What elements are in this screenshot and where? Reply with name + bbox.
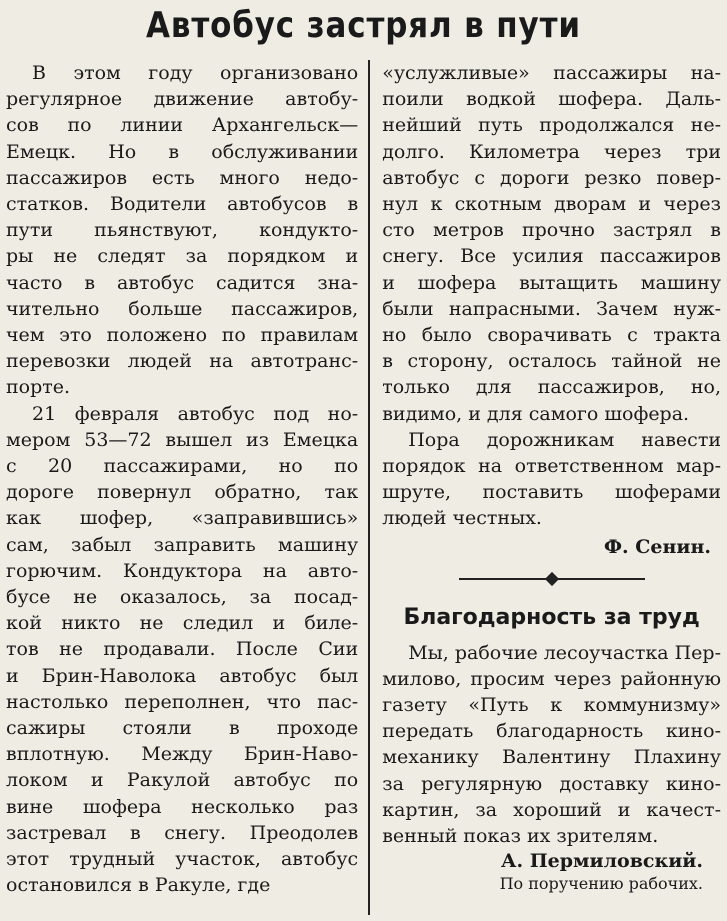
text-line: локом и Ракулой автобус по	[6, 769, 359, 792]
text-line: статков. Водители автобусов в	[6, 193, 359, 216]
text-line: горючим. Кондуктора на авто-	[6, 559, 359, 582]
text-line: чительно больше пассажиров,	[6, 297, 359, 320]
text-line: бусе не оказалось, за посад-	[6, 586, 359, 609]
text-line: кой никто не следил и биле-	[6, 612, 359, 635]
text-line: видимо, и для самого шофера.	[382, 402, 690, 425]
text-line: порте.	[6, 376, 71, 399]
text-line: снегу. Все усилия пассажиров	[382, 245, 721, 268]
second-article-caption: По поручению рабочих.	[499, 874, 703, 894]
text-line: шруте, поставить шоферами	[382, 481, 721, 504]
text-line: газету «Путь к коммунизму»	[382, 694, 721, 717]
text-line: вплотную. Между Брин-Наво-	[6, 743, 359, 766]
text-line: часто в автобус садится зна-	[6, 271, 359, 294]
article-continuation	[382, 60, 721, 532]
divider-line-left	[459, 578, 549, 580]
text-line: людей честных.	[382, 507, 542, 530]
text-line: сто метров прочно застрял в	[382, 219, 721, 242]
text-line: но было сворачивать с тракта	[382, 324, 721, 347]
text-line: пассажиров есть много недо-	[6, 166, 359, 189]
text-line: картин, за хороший и качест-	[382, 798, 721, 821]
text-line: сажиры стояли в проходе	[6, 717, 359, 740]
text-line: поили водкой шофера. Даль-	[382, 88, 721, 111]
text-line: порядок на ответственном мар-	[382, 455, 721, 478]
left-column	[6, 60, 368, 915]
text-line: автобус с дороги резко повер-	[382, 166, 721, 189]
article-signature: Ф. Сенин.	[604, 535, 711, 558]
text-line: регулярное движение автобу-	[6, 88, 359, 111]
text-line: настолько переполнен, что пас-	[6, 690, 359, 713]
text-line: нул к скотным дворам и через	[382, 193, 721, 216]
text-line: чем это положено по правилам	[6, 324, 359, 347]
text-line: этот трудный участок, автобус	[6, 848, 359, 871]
text-line: долго. Километра через три	[382, 140, 721, 163]
second-article-body	[382, 640, 721, 850]
columns	[6, 60, 721, 915]
text-line: дороге повернул обратно, так	[6, 481, 359, 504]
second-article-signature: А. Пермиловский.	[501, 850, 703, 873]
text-line: Емецк. Но в обслуживании	[6, 140, 359, 163]
text-line: Мы, рабочие лесоучастка Пер-	[408, 641, 721, 664]
text-line: застревал в снегу. Преодолев	[6, 821, 359, 844]
text-line: сам, забыл заправить машину	[6, 533, 359, 556]
text-line: В этом году организовано	[32, 62, 359, 84]
text-line: «услужливые» пассажиры на-	[382, 62, 721, 84]
text-line: остановился в Ракуле, где	[6, 874, 271, 897]
right-column	[368, 60, 721, 915]
text-line: нейший путь продолжался не-	[382, 114, 721, 137]
text-line: были напрасными. Зачем нуж-	[382, 297, 721, 320]
text-line: за регулярную доставку кино-	[382, 772, 721, 795]
text-line: вине шофера несколько раз	[6, 795, 359, 818]
divider-ornament	[545, 572, 559, 586]
text-line: мером 53—72 вышел из Емецка	[6, 428, 359, 451]
text-line: передать благодарность кино-	[382, 720, 721, 743]
text-line: в сторону, осталось тайной не	[382, 350, 721, 373]
text-line: только для пассажиров, но,	[382, 376, 721, 399]
article-headline: Автобус застрял в пути	[146, 5, 581, 46]
text-line: милово, просим через районную	[382, 667, 721, 690]
text-line: венный показ их зрителям.	[382, 825, 659, 848]
text-line: перевозки людей на автотранс-	[6, 350, 359, 373]
text-line: пути пьянствуют, кондукто-	[6, 219, 359, 242]
text-line: с 20 пассажирами, но по	[6, 455, 359, 478]
text-line: ры не следят за порядком и	[6, 245, 359, 268]
text-line: тов не продавали. После Сии	[6, 638, 359, 661]
text-line: сов по линии Архангельск—	[6, 114, 359, 137]
text-line: и шофера вытащить машину	[382, 271, 721, 294]
text-line: и Брин-Наволока автобус был	[6, 664, 359, 687]
section-divider	[382, 562, 721, 596]
text-line: как шофер, «заправившись»	[6, 507, 359, 530]
second-article-headline: Благодарность за труд	[403, 604, 700, 630]
text-line: Пора дорожникам навести	[408, 428, 721, 451]
text-line: механику Валентину Плахину	[382, 746, 721, 769]
divider-line-right	[555, 578, 645, 580]
text-line: 21 февраля автобус под но-	[32, 402, 359, 425]
